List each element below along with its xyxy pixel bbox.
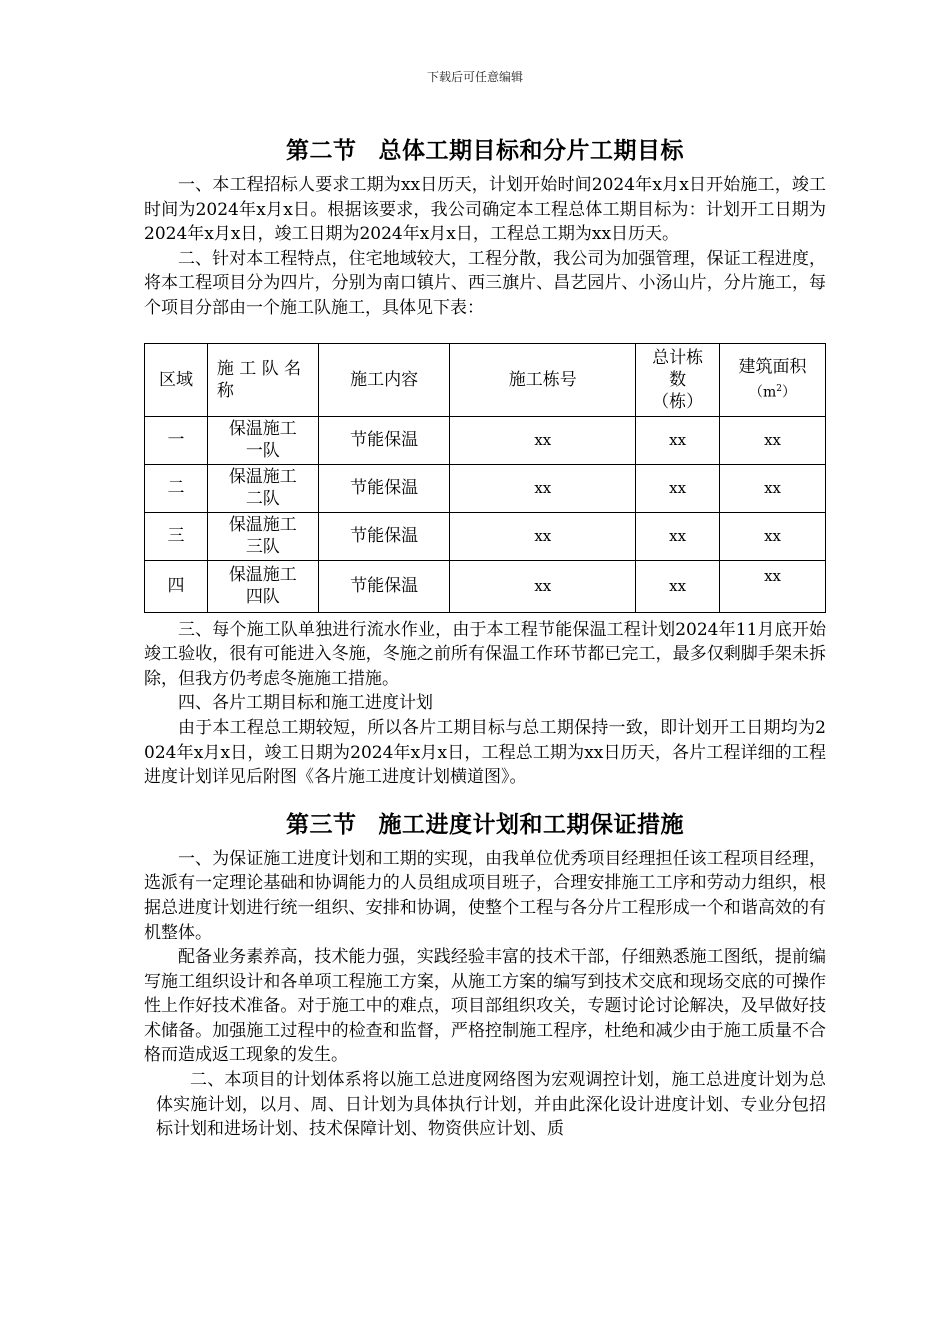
cell-region: 四	[145, 560, 208, 612]
cell-region: 二	[145, 464, 208, 512]
section-2-paragraph-3: 三、每个施工队单独进行流水作业，由于本工程节能保温工程计划2024年11月底开始竣工验收，很有可能进入冬施，冬施之前所有保温工作环节都已完工，最多仅剩脚手架未拆除，但我方仍考虑冬施施工措施。	[144, 619, 826, 689]
cell-building: xx	[450, 416, 636, 464]
cell-count: xx	[636, 416, 720, 464]
header-count-line2: 数	[669, 369, 687, 390]
cell-team	[207, 416, 318, 464]
header-region: 区域	[145, 343, 208, 416]
header-count-line1: 总计栋	[652, 347, 704, 368]
section-2-paragraph-5: 由于本工程总工期较短，所以各片工期目标与总工期保持一致，即计划开工日期均为2024年x月x日，竣工日期为2024年x月x日，工程总工期为xx日历天，各片工程详细的工程进度计划详见后附图《各片施工进度计划横道图》。	[144, 717, 826, 788]
cell-team-line2: 四队	[245, 587, 280, 608]
cell-team-line1: 保温施工	[228, 467, 297, 488]
cell-count: xx	[636, 512, 720, 560]
section-2-title: 总体工期目标和分片工期目标	[378, 138, 684, 164]
header-count	[636, 343, 720, 416]
cell-count: xx	[636, 560, 720, 612]
section-2-paragraph-1: 一、本工程招标人要求工期为xx日历天，计划开始时间2024年x月x日开始施工，竣工时间为2024年x月x日。根据该要求，我公司确定本工程总体工期目标为：计划开工日期为2024年x月x日，竣工日期为2024年x月x日，工程总工期为xx日历天。	[144, 175, 826, 245]
section-3-number: 第三节	[286, 811, 357, 838]
section-2-paragraph-2: 二、针对本工程特点，住宅地域较大，工程分散，我公司为加强管理，保证工程进度，将本工程项目分为四片，分别为南口镇片、西三旗片、昌艺园片、小汤山片，分片施工，每个项目分部由一个施工队施工，具体见下表：	[144, 248, 826, 318]
table-header-row	[145, 343, 826, 416]
cell-content: 节能保温	[318, 464, 450, 512]
header-area-line2	[724, 378, 821, 404]
section-3-paragraph-2: 配备业务素养高，技术能力强，实践经验丰富的技术干部，仔细熟悉施工图纸，提前编写施工组织设计和各单项工程施工方案，从施工方案的编写到技术交底和现场交底的可操作性上作好技术准备。对于施工中的难点，项目部组织攻关，专题讨论讨论解决，及早做好技术储备。加强施工过程中的检查和监督，严格控制施工程序，杜绝和减少由于施工质量不合格而造成返工现象的发生。	[144, 947, 826, 1066]
page-header-note: 下载后可任意编辑	[426, 70, 523, 84]
cell-building: xx	[450, 464, 636, 512]
section-3-heading	[144, 806, 826, 839]
cell-area: xx	[720, 512, 826, 560]
cell-building: xx	[450, 512, 636, 560]
table-row	[145, 416, 826, 464]
section-3-paragraph-1: 一、为保证施工进度计划和工期的实现，由我单位优秀项目经理担任该工程项目经理，选派有一定理论基础和协调能力的人员组成项目班子，合理安排施工工序和劳动力组织，根据总进度计划进行统一组织、安排和协调，使整个工程与各分片工程形成一个和谐高效的有机整体。	[144, 848, 826, 943]
cell-team	[207, 464, 318, 512]
section-2-heading	[144, 132, 826, 165]
cell-area: xx	[720, 560, 826, 612]
header-area	[720, 343, 826, 416]
section-3-paragraph-3: 二、本项目的计划体系将以施工总进度网络图为宏观调控计划，施工总进度计划为总体实施计划，以月、周、日计划为具体执行计划，并由此深化设计进度计划、专业分包招标计划和进场计划、技术保障计划、物资供应计划、质	[156, 1070, 826, 1140]
header-content: 施工内容	[318, 343, 450, 416]
header-area-unit-sup: 2	[776, 383, 783, 394]
cell-team	[207, 560, 318, 612]
header-area-unit-close: ）	[782, 384, 797, 401]
section-3-title: 施工进度计划和工期保证措施	[378, 811, 684, 838]
cell-team-line1: 保温施工	[228, 419, 297, 440]
header-count-line3: （栋）	[652, 391, 704, 412]
header-team: 施 工 队 名称	[207, 343, 318, 416]
table-row	[145, 464, 826, 512]
document-body	[144, 132, 826, 1142]
team-assignment-table	[144, 343, 826, 613]
header-area-line1: 建筑面积	[738, 356, 807, 377]
cell-team-line2: 一队	[245, 441, 280, 462]
table-row	[145, 560, 826, 612]
cell-area: xx	[720, 464, 826, 512]
cell-area: xx	[720, 416, 826, 464]
cell-region: 三	[145, 512, 208, 560]
section-2-number: 第二节	[286, 138, 357, 164]
header-area-unit-open: （m	[749, 384, 777, 401]
cell-region: 一	[145, 416, 208, 464]
cell-team-line2: 三队	[245, 537, 280, 558]
cell-team-line2: 二队	[245, 489, 280, 510]
cell-content: 节能保温	[318, 416, 450, 464]
section-2-paragraph-4: 四、各片工期目标和施工进度计划	[178, 693, 433, 714]
cell-team	[207, 512, 318, 560]
table-row	[145, 512, 826, 560]
cell-building: xx	[450, 560, 636, 612]
cell-count: xx	[636, 464, 720, 512]
cell-content: 节能保温	[318, 512, 450, 560]
cell-content: 节能保温	[318, 560, 450, 612]
cell-team-line1: 保温施工	[228, 565, 297, 586]
header-building: 施工栋号	[450, 343, 636, 416]
cell-team-line1: 保温施工	[228, 515, 297, 536]
